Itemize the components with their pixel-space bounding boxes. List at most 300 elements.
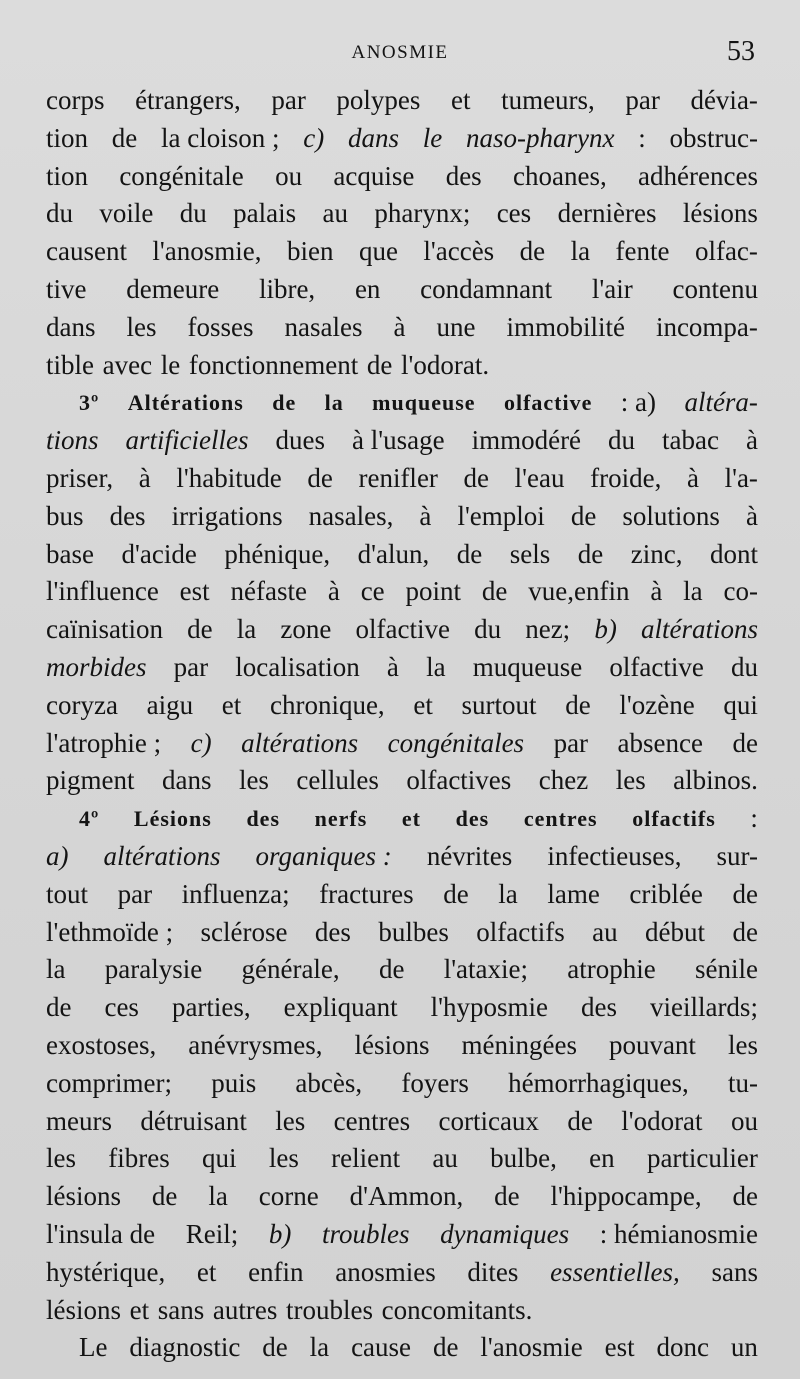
word: par (625, 85, 660, 115)
word: de (567, 1105, 593, 1136)
word: la (683, 576, 703, 607)
word: dans (46, 311, 96, 342)
word: bien (286, 236, 334, 267)
word: des (314, 916, 351, 947)
word: tumeurs, (501, 85, 595, 115)
text-line (46, 762, 758, 800)
word: de (378, 954, 405, 985)
word: par (553, 727, 589, 758)
word: olfac- (694, 236, 758, 267)
word: de (187, 614, 213, 645)
word: dues (275, 425, 325, 456)
text-line (46, 1140, 758, 1178)
word: à (393, 311, 406, 342)
word: autres (212, 1294, 278, 1325)
word: aigu (146, 689, 194, 720)
word: olfactifs (632, 806, 716, 832)
word: d'Ammon, (349, 1181, 464, 1212)
word: fosses (187, 311, 254, 342)
word: choanes, (513, 160, 607, 191)
word: la (570, 236, 591, 267)
word: de (111, 122, 138, 153)
word: l'influence (46, 576, 159, 607)
page-header (0, 38, 800, 68)
word: obstruc- (669, 122, 758, 153)
word: abcès, (295, 1067, 363, 1098)
word: troubles (285, 1294, 373, 1325)
text-line (46, 195, 758, 233)
word: fonctionnement (188, 349, 359, 380)
word: de (366, 349, 393, 380)
word: morbides (46, 651, 147, 682)
word: incompa- (655, 311, 758, 342)
word: en (354, 273, 381, 304)
word: chronique, (269, 689, 385, 720)
word: dont (709, 538, 758, 569)
word: bulbe, (490, 1143, 557, 1174)
text-line (46, 422, 758, 460)
word: Lésions (133, 806, 212, 832)
word: fibres (108, 1143, 170, 1174)
word: sur- (716, 840, 758, 871)
word: la (236, 614, 257, 645)
word: criblée (629, 878, 703, 909)
word: vue,enfin (528, 576, 630, 607)
word: demeure (126, 273, 220, 304)
word: générale, (241, 954, 340, 985)
word: olfactifs (476, 916, 565, 947)
word: et (450, 85, 471, 115)
word: des (109, 500, 146, 531)
text-line (46, 687, 758, 725)
word: sclérose (200, 916, 288, 947)
word: à (650, 576, 663, 607)
word: les (275, 1105, 306, 1136)
word: de (732, 878, 758, 909)
word: c) (303, 122, 325, 153)
word: altérations (640, 614, 758, 645)
word: l'accès (423, 236, 495, 267)
word: olfactives (406, 765, 512, 796)
word: solutions (622, 500, 720, 531)
word: anosmies (335, 1256, 436, 1287)
word: et (129, 1294, 150, 1325)
word: : a) (620, 387, 657, 418)
text-line (46, 649, 758, 687)
word: caïnisation (46, 614, 163, 645)
word: essentielles, (550, 1256, 680, 1287)
word: bulbes (378, 916, 449, 947)
word: ces (496, 198, 532, 229)
word: meurs (46, 1105, 112, 1136)
word: renifler (358, 462, 438, 493)
text-line (46, 158, 758, 196)
word: à (386, 651, 399, 682)
word: tabac (662, 425, 719, 456)
word: ces (104, 992, 139, 1023)
word: condamnant (420, 273, 553, 304)
word: ou (275, 160, 303, 191)
word: puis (211, 1067, 257, 1098)
word: corps (46, 85, 105, 115)
word: lésions (46, 1181, 122, 1212)
text-line (46, 82, 758, 120)
word: du (730, 651, 758, 682)
word: que (358, 236, 398, 267)
text-line (46, 498, 758, 536)
word: méningées (461, 1029, 577, 1060)
word: dans (347, 122, 399, 153)
text-line (46, 1027, 758, 1065)
word: olfactive (503, 390, 593, 416)
word: des (580, 992, 617, 1023)
word: sénile (695, 954, 758, 985)
word: du (474, 614, 502, 645)
word: de (519, 236, 546, 267)
word: voile (99, 198, 154, 229)
word: lésions (46, 1294, 122, 1325)
word: l'eau (514, 462, 565, 493)
word: tions (46, 425, 99, 456)
word: au (592, 916, 618, 947)
word: : (750, 803, 758, 834)
word: zone (280, 614, 332, 645)
word: anévrysmes, (188, 1029, 323, 1060)
word: naso-pharynx (465, 122, 615, 153)
word: l'atrophie ; (46, 727, 162, 758)
word: ce (360, 576, 385, 607)
word: contenu (672, 273, 758, 304)
word: l'hippocampe, (550, 1181, 702, 1212)
word: b) (594, 614, 617, 645)
text-line (46, 309, 758, 347)
word: étrangers, (135, 85, 241, 115)
word: par (173, 651, 209, 682)
word: a) (46, 840, 69, 871)
word: congénitale (119, 160, 244, 191)
word: tion (46, 160, 89, 191)
word: l'hyposmie (430, 992, 548, 1023)
word: exostoses, (46, 1029, 157, 1060)
word: irrigations (171, 500, 283, 531)
word: les (46, 1143, 76, 1174)
word: lame (547, 878, 600, 909)
word: : (638, 122, 646, 153)
word: dites (467, 1256, 519, 1287)
word: la (46, 954, 66, 985)
text-line (46, 384, 758, 422)
word: influenza; (181, 878, 290, 909)
word: palais (233, 198, 297, 229)
word: une (436, 311, 476, 342)
text-line (46, 800, 758, 838)
word: de (262, 1332, 288, 1363)
word: nerfs (314, 806, 368, 832)
word: de (432, 1332, 459, 1363)
word: et (221, 689, 242, 720)
word: zinc, (630, 538, 683, 569)
word: Reil; (185, 1218, 239, 1249)
word: corne (258, 1181, 319, 1212)
word: l'emploi (457, 500, 545, 531)
word: à (138, 462, 151, 493)
word: névrites (426, 840, 513, 871)
word: point (405, 576, 462, 607)
word: au (322, 198, 348, 229)
word: est (179, 576, 210, 607)
word: de (272, 390, 297, 416)
word: hémorrhagiques, (508, 1067, 689, 1098)
word: donc (656, 1332, 709, 1363)
word: l'ozène (619, 689, 695, 720)
word: co- (723, 576, 758, 607)
word: des (445, 160, 482, 191)
word: détruisant (140, 1105, 247, 1136)
word: l'habitude (176, 462, 282, 493)
text-line (46, 876, 758, 914)
text-line (46, 460, 758, 498)
word: albinos. (673, 765, 758, 796)
word: les (615, 765, 646, 796)
word: qui (202, 1143, 237, 1174)
word: un (730, 1332, 758, 1363)
word: hystérique, (46, 1256, 166, 1287)
word: dynamiques (440, 1218, 570, 1249)
text-line (46, 536, 758, 574)
word: les (268, 1143, 299, 1174)
word: froide, (590, 462, 662, 493)
word: la (426, 651, 446, 682)
word: b) (268, 1218, 292, 1249)
word: l'ataxie; (443, 954, 529, 985)
word: phénique, (224, 538, 331, 569)
word: d'alun, (357, 538, 430, 569)
word: tion (46, 122, 89, 153)
word: les (126, 311, 157, 342)
word: du (179, 198, 207, 229)
word: altérations (103, 840, 221, 871)
word: les (727, 1029, 758, 1060)
word: centres (333, 1105, 411, 1136)
word: : hémianosmie (599, 1218, 758, 1249)
word: l'ethmoïde ; (46, 916, 174, 947)
word: des (455, 806, 490, 832)
text-line (46, 1292, 758, 1330)
word: et (401, 806, 421, 832)
word: priser, (46, 462, 114, 493)
word: des (246, 806, 280, 832)
word: la (208, 1181, 228, 1212)
word: et (413, 689, 433, 720)
word: et (196, 1256, 217, 1287)
word: fente (615, 236, 670, 267)
word: surtout (461, 689, 537, 720)
word: causent (46, 236, 127, 267)
word: l'odorat. (401, 349, 490, 380)
word: tu- (727, 1067, 758, 1098)
text-line (46, 1254, 758, 1292)
text-line (46, 838, 758, 876)
word: organiques : (255, 840, 392, 871)
word: corticaux (438, 1105, 539, 1136)
word: comprimer; (46, 1067, 172, 1098)
word: centres (523, 806, 598, 832)
word: 3º (79, 390, 100, 416)
word: base (46, 538, 94, 569)
word: en (589, 1143, 615, 1174)
word: olfactive (355, 614, 450, 645)
text-line (46, 347, 758, 385)
word: adhérences (638, 160, 758, 191)
word: congénitales (387, 727, 525, 758)
word: sans (711, 1256, 758, 1287)
word: lésions (682, 198, 758, 229)
word: pigment (46, 765, 135, 796)
word: de (565, 689, 591, 720)
word: 4º (79, 806, 100, 832)
word: fractures (319, 878, 414, 909)
word: de (307, 462, 333, 493)
word: altéra- (684, 387, 758, 418)
page-number: 53 (727, 36, 755, 67)
word: la (309, 1332, 330, 1363)
word: atrophie (567, 954, 656, 985)
word: du (46, 198, 73, 229)
word: de (494, 1181, 520, 1212)
word: à l'usage (352, 425, 445, 456)
word: le (160, 349, 181, 380)
word: de (570, 500, 597, 531)
word: sels (509, 538, 551, 569)
word: de (46, 992, 72, 1023)
word: à (419, 500, 432, 531)
word: tive (46, 273, 87, 304)
word: tout (46, 878, 89, 909)
word: chez (538, 765, 589, 796)
word: cause (351, 1332, 412, 1363)
word: polypes (336, 85, 421, 115)
word: acquise (333, 160, 415, 191)
word: l'air (591, 273, 633, 304)
word: dernières (557, 198, 657, 229)
word: c) (190, 727, 212, 758)
word: au (432, 1143, 458, 1174)
word: particulier (646, 1143, 758, 1174)
word: l'a- (724, 462, 758, 493)
word: nasales, (308, 500, 394, 531)
word: parties, (171, 992, 251, 1023)
word: pouvant (608, 1029, 696, 1060)
word: troubles (321, 1218, 410, 1249)
text-line (46, 1216, 758, 1254)
word: artificielles (125, 425, 249, 456)
text-line (46, 1065, 758, 1103)
word: altérations (241, 727, 359, 758)
word: de (732, 1181, 758, 1212)
word: à (686, 462, 699, 493)
word: immobilité (506, 311, 625, 342)
word: pharynx; (374, 198, 471, 229)
word: enfin (248, 1256, 304, 1287)
text-line (46, 989, 758, 1027)
word: diagnostic (129, 1332, 241, 1363)
word: relient (331, 1143, 401, 1174)
running-title: ANOSMIE (351, 42, 449, 63)
word: muqueuse (472, 651, 583, 682)
word: de (151, 1181, 178, 1212)
word: dans (161, 765, 212, 796)
word: qui (723, 689, 758, 720)
word: paralysie (104, 954, 203, 985)
word: lésions (354, 1029, 430, 1060)
word: à (745, 500, 758, 531)
word: concomitants. (381, 1294, 533, 1325)
word: nasales (284, 311, 363, 342)
text-line (46, 914, 758, 952)
word: début (645, 916, 706, 947)
word: libre, (258, 273, 316, 304)
word: vieillards; (649, 992, 758, 1023)
word: de (577, 538, 604, 569)
word: absence (617, 727, 703, 758)
word: coryza (46, 689, 118, 720)
word: néfaste (230, 576, 307, 607)
word: cellules (296, 765, 379, 796)
text-line (46, 573, 758, 611)
word: d'acide (121, 538, 197, 569)
text-line (46, 1178, 758, 1216)
word: ou (730, 1105, 758, 1136)
word: par (117, 878, 153, 909)
word: tible (46, 349, 94, 380)
word: bus (46, 500, 84, 531)
word: expliquant (283, 992, 398, 1023)
word: de (732, 727, 758, 758)
text-line (46, 1329, 758, 1367)
body-text (46, 82, 758, 1367)
word: nez; (525, 614, 571, 645)
word: sans (157, 1294, 205, 1325)
word: à (327, 576, 340, 607)
word: de (463, 462, 490, 493)
text-line (46, 120, 758, 158)
text-line (46, 725, 758, 763)
word: localisation (235, 651, 360, 682)
word: est (604, 1332, 635, 1363)
word: immodéré (471, 425, 582, 456)
text-line (46, 271, 758, 309)
word: la (498, 878, 518, 909)
text-line (46, 233, 758, 271)
word: Le (79, 1332, 108, 1363)
word: les (238, 765, 269, 796)
word: avec (102, 349, 153, 380)
word: le (422, 122, 443, 153)
word: du (608, 425, 636, 456)
word: l'odorat (621, 1105, 703, 1136)
word: de (732, 916, 758, 947)
word: par (271, 85, 306, 115)
word: l'insula de (46, 1218, 156, 1249)
word: de (481, 576, 508, 607)
word: l'anosmie, (152, 236, 262, 267)
word: muqueuse (372, 390, 476, 416)
word: de (443, 878, 469, 909)
word: infectieuses, (547, 840, 682, 871)
word: de (456, 538, 483, 569)
text-line (46, 611, 758, 649)
word: foyers (401, 1067, 469, 1098)
